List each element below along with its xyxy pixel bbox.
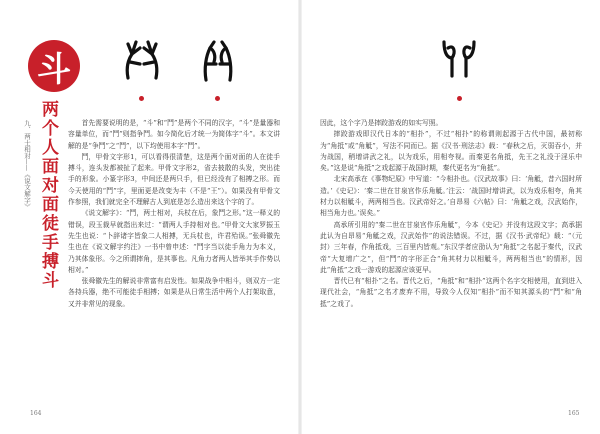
seal-script-glyph-3 <box>440 36 478 78</box>
page-number-right: 165 <box>568 410 580 417</box>
left-body-text <box>68 118 280 310</box>
paragraph: 鬥，甲骨文字形1，可以看得很清楚，这是两个面对面的人在徒手搏斗，连头发都被扯了起来。甲骨文字形2，省去披散的头发，突出徒手的形象。小篆字形3，中间还是两只手，但已经没有了相搏之形。而今天使用的“鬥”字，里面更是改变为丰（不是“王”）。如果没有甲骨文作参照，我们就完全不理解古人到底是怎么造出来这个字的了。 <box>68 152 280 207</box>
paragraph: 《说文解字》：“鬥，两士相对，兵杖在后，象鬥之形。”这一释义的错误，段玉裁早就指出来过：“谓两人手持相对也。”甲骨文大家罗振玉先生也说：“卜辞诸字皆象二人相搏，无兵杖也，许君殆误。”张舜徽先生也在《说文解字约注》一书中曾申述：“鬥字当以徒手角力为本义，乃其体象形。今之所谓摔角，是其事也。凡角力者两人皆举其手作势以相对。” <box>68 209 280 274</box>
paragraph: 首先需要说明的是，“斗”和“鬥”是两个不同的汉字，“斗”是量器和容量单位，而“鬥”则指争鬥。如今简化后才统一为简体字“斗”。本文讲解的是“争鬥”之“鬥”，以下均使用本字“鬥”。 <box>68 119 280 150</box>
paragraph: 北宋高承在《事物纪原》中写道：“今相扑也。《汉武故事》曰：‘角觝，昔六国时所造。’《史记》：‘秦二世在甘泉宫作乐角觝。’注云：‘战国时增讲武，以为戏乐相夸，角其材力以相觝斗，两两相当也。汉武帝好之。’自昂易《六帖》曰：‘角觝之戏，汉武始作，相当角力也。’误矣。” <box>320 175 582 218</box>
oracle-glyph-2 <box>198 38 238 82</box>
paragraph: 张舜徽先生的解说非常富有启发性。如果战争中相斗，则双方一定各持兵器，绝不可能徒手相搏；如果是从日常生活中两个人打架取意，又并非常见的现象。 <box>68 277 280 308</box>
right-body-text <box>320 118 582 310</box>
right-page <box>300 0 600 434</box>
glyph-marker-3 <box>457 96 462 101</box>
chapter-subtitle: 九、两士相对 <box>23 120 31 159</box>
chapter-title: 两个人面对面徒手搏斗 <box>38 100 58 290</box>
glyph-marker-2 <box>215 96 220 101</box>
oracle-glyph-1 <box>118 38 166 80</box>
seal-character: 斗 <box>28 40 80 92</box>
paragraph: 摔跤游戏即汉代日本的“相扑”，不过“相扑”的称谓则起源于古代中国，最初称为“角抵”或“角觝”，写法不同而已。据《汉书·刑法志》载：“春秋之后，灭弱吞小，并为战国，稍增讲武之礼，以为戏乐，用相夸视。而秦更名角抵，先王之礼没于淫乐中矣。”这是说“角抵”之戏起源于战国时期，秦代更名为“角抵”。 <box>320 130 582 173</box>
source-book: ——《说文解字》 <box>23 158 31 210</box>
glyph-marker-1 <box>139 96 144 101</box>
page-number-left: 164 <box>30 410 42 417</box>
paragraph: 因此，这个字乃是摔跤游戏的如实写照。 <box>320 119 443 127</box>
paragraph: 高承所引用的“秦二世在甘泉宫作乐角觝”，今本《史记》并没有这段文字；高承据此认为自昂易“角觝之戏，汉武始作”的说法错误。不过，据《汉书·武帝纪》载：“（元封）三年春，作角抵戏，三百里内皆观。”东汉学者应劭认为“角抵”之名起于秦代，汉武帝“大复增广之”，但“鬥”的字形正合“角其材力以相觝斗，两两相当也”的情形，因此“角抵”之戏一游戏的起源应该更早。 <box>320 220 582 274</box>
paragraph: 晋代已有“相扑”之名。晋代之后，“角抵”和“相扑”这两个名字交相使用，直到进入现代社会，“角抵”之名才废弃不用，导致今人仅知“相扑”而不知其源头的“鬥”和“角抵”之戏了。 <box>320 277 582 308</box>
